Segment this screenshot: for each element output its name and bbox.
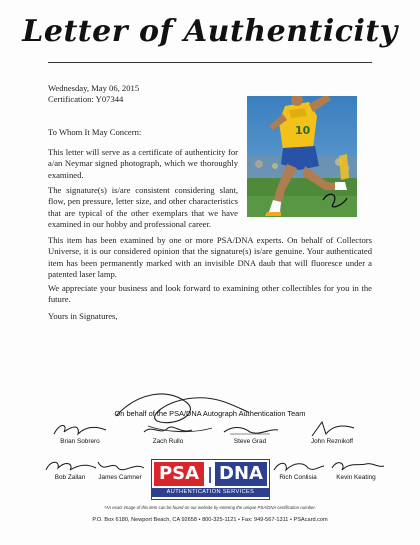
handwritten-signature-icon: [50, 420, 110, 440]
signature-james-camner: [80, 456, 160, 481]
dna-logo-text: DNA: [215, 462, 267, 486]
signer-name: Kevin Keating: [336, 474, 376, 481]
logo-separator: |: [207, 464, 213, 483]
signature-john-reznikoff: [292, 420, 372, 445]
signer-name: John Reznikoff: [310, 438, 354, 445]
signature-zach-rullo: [128, 420, 208, 445]
handwritten-signature-icon: [326, 456, 386, 476]
certification-number: Certification: Y07344: [48, 94, 124, 104]
psa-dna-logo: [151, 459, 270, 500]
handwritten-signature-icon: [138, 420, 198, 440]
signer-name: Rich Conlisia: [279, 474, 317, 481]
body-paragraph-2: The signature(s) is/are consistent considering slant, flow, pen pressure, letter size, and other characteristics that are typical of the other exemplars that we have examined in our hobby and professional career.: [48, 185, 238, 229]
signed-photograph: [247, 96, 357, 217]
authentication-services-label: AUTHENTICATION SERVICES: [152, 488, 269, 497]
handwritten-signature-icon: [302, 420, 362, 440]
signer-name: Brian Sobrero: [60, 438, 100, 445]
salutation: To Whom It May Concern:: [48, 127, 142, 137]
signer-name: Bob Zallan: [54, 474, 86, 481]
team-caption: On behalf of the PSA/DNA Autograph Authentication Team: [114, 409, 306, 418]
title-divider: [48, 62, 372, 63]
letter-title: Letter of Authenticity: [22, 14, 398, 49]
svg-text:10: 10: [295, 124, 311, 137]
body-paragraph-3: This item has been examined by one or more PSA/DNA experts. On behalf of Collectors Universe, it is our considered opinion that the signature(s) is/are genuine. Your authenticated item has been permanently marked with an invisible DNA daub that will fluoresce under a patented laser lamp.: [48, 235, 372, 279]
signer-name: Steve Grad: [233, 438, 267, 445]
company-address: P.O. Box 6180, Newport Beach, CA 92658 • 800-325-1121 • Fax: 949-567-1311 • PSAcard.com: [92, 517, 328, 523]
letter-date: Wednesday, May 06, 2015: [48, 83, 140, 93]
handwritten-signature-icon: [90, 456, 150, 476]
signer-name: Zach Rullo: [152, 438, 184, 445]
handwritten-signature-icon: [220, 420, 280, 440]
signature-kevin-keating: [316, 456, 396, 481]
closing: Yours in Signatures,: [48, 311, 118, 321]
psa-logo-text: PSA: [154, 462, 204, 486]
signature-brian-sobrero: [40, 420, 120, 445]
signer-name: James Camner: [98, 474, 142, 481]
body-paragraph-4: We appreciate your business and look forward to examining other collectibles for you in the future.: [48, 283, 372, 305]
soccer-player-photo-icon: [247, 96, 357, 217]
body-paragraph-1: This letter will serve as a certificate of authenticity for a/an Neymar signed photograph, which we thoroughly examined.: [48, 147, 238, 180]
footnote: *An exact image of this item can be found on our website by entering the unique PSA/DNA certification number.: [104, 505, 316, 510]
signature-steve-grad: [210, 420, 290, 445]
